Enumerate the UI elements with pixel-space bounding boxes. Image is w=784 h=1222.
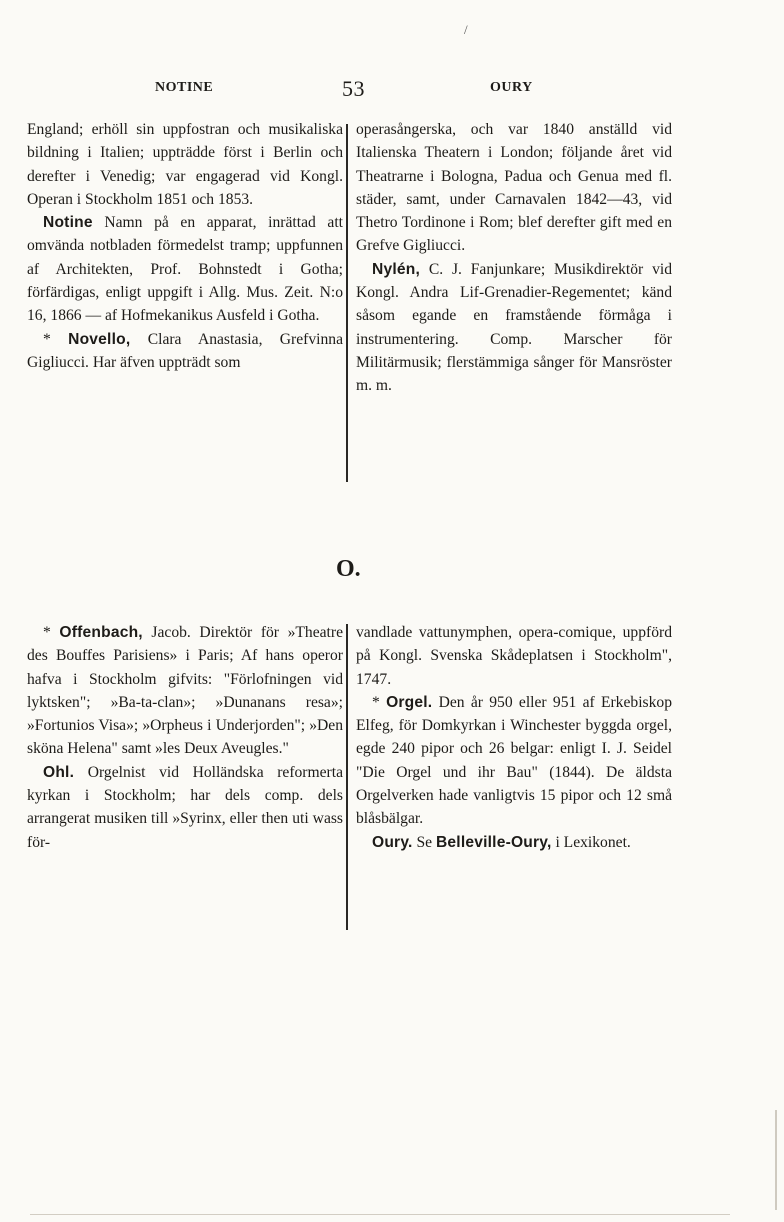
entry-orgel — [356, 691, 672, 831]
entry-oury — [356, 831, 672, 854]
entry-continuation: vandlade vattunymphen, opera-comique, uppförd på Kongl. Svenska Skådeplatsen i Stockholm", 1747. — [356, 624, 672, 688]
headword: Novello, — [68, 330, 131, 348]
entry-notine — [27, 211, 343, 327]
page-bottom-edge — [30, 1214, 730, 1215]
entry-text: Den år 950 eller 951 af Erkebiskop Elfeg, för Domkyrkan i Winchester byggda orgel, egde 240 pipor och 26 belgar: enligt I. J. Seidel "Die Orgel und ihr Bau" (1844). De äldsta Orgelverken hade vanligtvis 15 pipor och 12 små blåsbälgar. — [356, 693, 672, 828]
entry-text: i Lexikonet. — [551, 833, 631, 851]
entry-continuation: operasångerska, och var 1840 anställd vid Italienska Theatern i London; följande året vid Theatrarne i Bologna, Padua och Genua med fl. städer, samt, under Carnavalen 1842—43, vid Thetro Tordinone i Rom; blef derefter gift med en Grefve Gigliucci. — [356, 121, 672, 255]
column-top-right — [356, 118, 672, 398]
entry-offenbach — [27, 621, 343, 761]
entry-text: C. J. Fanjunkare; Musikdirektör vid Kongl. Andra Lif-Grenadier-Regementet; känd såsom egande en framstående förmåga i instrumentering. Comp. Marscher för Militärmusik; flerstämmiga sånger för Mansröster m. m. — [356, 260, 672, 395]
section-letter: O. — [336, 556, 361, 582]
entry-text: Clara Anastasia, Grefvinna Gigliucci. Har äfven uppträdt som — [27, 330, 343, 371]
cross-reference: Belleville-Oury, — [435, 833, 552, 851]
headword: Orgel. — [386, 693, 433, 711]
headword: Nylén, — [372, 260, 420, 278]
column-top-left — [27, 118, 343, 374]
headword: Notine — [43, 214, 93, 232]
page-edge-shadow — [775, 1110, 777, 1210]
margin-mark: / — [464, 22, 468, 37]
asterisk: * — [372, 693, 387, 711]
column-bottom-left — [27, 621, 343, 854]
headword: Offenbach, — [59, 624, 143, 641]
entry-ohl — [27, 761, 343, 854]
entry-novello — [27, 328, 343, 375]
entry-text: Se — [412, 833, 436, 851]
asterisk: * — [43, 330, 69, 348]
headword: Oury. — [372, 833, 413, 851]
headword: Ohl. — [43, 763, 75, 781]
entry-continuation: England; erhöll sin uppfostran och musikaliska bildning i Italien; uppträdde först i Berlin och derefter i Venedig; var engagerad vid Kongl. Operan i Stockholm 1851 och 1853. — [27, 121, 343, 208]
column-divider-bottom — [346, 624, 348, 930]
page-number: 53 — [342, 76, 365, 101]
running-head-left: NOTINE — [155, 80, 214, 95]
asterisk: * — [43, 624, 60, 641]
column-bottom-right — [356, 621, 672, 854]
entry-text: Jacob. Direktör för »Theatre des Bouffes Parisiens» i Paris; Af hans operor hafva i Stockholm gifvits: "Förlofningen vid lyktsken"; »Ba-ta-clan»; »Dunanans resa»; »Fortunios Visa»; »Orpheus i Underjorden"; »Den sköna Helena" samt »les Deux Aveugles." — [27, 624, 343, 758]
entry-text: Namn på en apparat, inrättad att omvända notbladen förmedelst tramp; uppfunnen af Architekten, Prof. Bohnstedt i Gotha; förfärdigas, enligt uppgift i Allg. Mus. Zeit. N:o 16, 1866 — af Hofmekanikus Ausfeld i Gotha. — [27, 214, 343, 325]
entry-nylen — [356, 258, 672, 398]
entry-text: Orgelnist vid Holländska reformerta kyrkan i Stockholm; har dels comp. dels arrangerat musiken till »Syrinx, eller then uti wass för- — [27, 763, 343, 851]
running-head-right: OURY — [490, 80, 533, 95]
column-divider-top — [346, 124, 348, 482]
